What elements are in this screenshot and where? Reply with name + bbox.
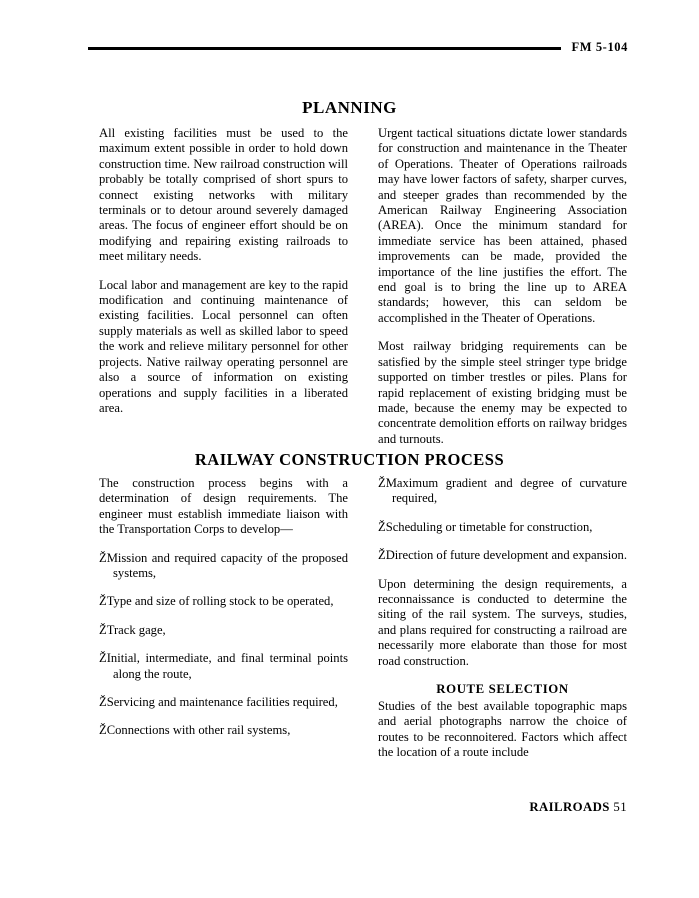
list-item	[99, 695, 348, 710]
list-item-text: Direction of future development and expansion.	[385, 548, 628, 563]
list-item	[99, 623, 348, 638]
bullet-icon: Ž	[378, 548, 386, 563]
list-item-text: Connections with other rail systems,	[106, 723, 291, 738]
paragraph: Most railway bridging requirements can be satisfied by the simple steel stringer type bridge supported on timber trestles or piles. Plans for rapid replacement of existing bridging must be made, because the enemy may be expected to concentrate demolition efforts on railway bridges and turnouts.	[378, 339, 627, 446]
list-item	[99, 651, 348, 682]
paragraph: Studies of the best available topographic maps and aerial photographs narrow the choice of routes to be reconnoitered. Factors which affect the location of a route include	[378, 699, 627, 760]
list-item-text: Maximum gradient and degree of curvature required,	[385, 476, 627, 506]
paragraph: Local labor and management are key to the rapid modification and continuing maintenance of existing facilities. Local personnel can often supply materials as well as skilled labor to speed the work and relieve military personnel for other projects. Native railway operating personnel are also a source of information on existing operations and supply facilities in a liberated area.	[99, 277, 348, 415]
list-item	[99, 594, 348, 609]
section-title-railway-construction-process: RAILWAY CONSTRUCTION PROCESS	[194, 450, 505, 469]
header-rule	[88, 47, 561, 50]
bullet-icon: Ž	[99, 550, 107, 565]
railway-right-column	[378, 476, 627, 761]
list-item	[378, 548, 627, 563]
planning-left-column	[99, 126, 348, 447]
list-item-text: Track gage,	[106, 622, 166, 637]
page-header	[88, 40, 628, 55]
subsection-title-route-selection: ROUTE SELECTION	[436, 682, 569, 697]
planning-columns	[99, 126, 627, 447]
list-item-text: Mission and required capacity of the proposed systems,	[106, 550, 348, 581]
list-item	[99, 723, 348, 738]
railway-columns	[99, 476, 627, 761]
list-item-text: Servicing and maintenance facilities required,	[106, 695, 338, 710]
footer-label: RAILROADS	[529, 800, 610, 814]
bullet-icon: Ž	[99, 723, 107, 738]
list-item	[378, 520, 627, 535]
bullet-icon: Ž	[99, 594, 107, 609]
page-footer	[529, 800, 627, 815]
manual-id-label: FM 5-104	[571, 40, 628, 54]
page-number: 51	[613, 800, 627, 814]
paragraph: The construction process begins with a determination of design requirements. The engineer must establish immediate liaison with the Transportation Corps to develop—	[99, 476, 348, 537]
list-item	[99, 551, 348, 582]
bullet-icon: Ž	[99, 651, 107, 666]
list-item-text: Scheduling or timetable for construction,	[385, 519, 593, 534]
railway-left-column	[99, 476, 348, 761]
section-title-planning: PLANNING	[302, 98, 397, 117]
list-item	[378, 476, 627, 507]
bullet-icon: Ž	[99, 622, 107, 637]
bullet-icon: Ž	[99, 695, 107, 710]
paragraph: Upon determining the design requirements, a reconnaissance is conducted to determine the siting of the rail system. The surveys, studies, and plans required for constructing a railroad are necessarily more elaborate than those for most road construction.	[378, 576, 627, 668]
list-item-text: Type and size of rolling stock to be operated,	[106, 594, 334, 609]
paragraph: Urgent tactical situations dictate lower standards for construction and maintenance in the Theater of Operations. Theater of Operations railroads may have lower factors of safety, sharper curves, and steeper grades than recommended by the American Railway Engineering Association (AREA). Once the minimum standard for immediate service has been attained, phased improvements can be made, provided the importance of the line justifies the effort. The end goal is to bring the line up to AREA standards; however, this can seldom be accomplished in the Theater of Operations.	[378, 126, 627, 325]
bullet-icon: Ž	[378, 476, 386, 490]
planning-right-column	[378, 126, 627, 447]
paragraph: All existing facilities must be used to the maximum extent possible in order to hold down construction time. New railroad construction will probably be totally comprised of short spurs to connect existing networks with military terminals or to detour around severely damaged areas. The focus of engineer effort should be on modifying and repairing existing railroads to meet military needs.	[99, 126, 348, 264]
bullet-icon: Ž	[378, 519, 386, 534]
list-item-text: Initial, intermediate, and final terminal points along the route,	[106, 651, 348, 681]
